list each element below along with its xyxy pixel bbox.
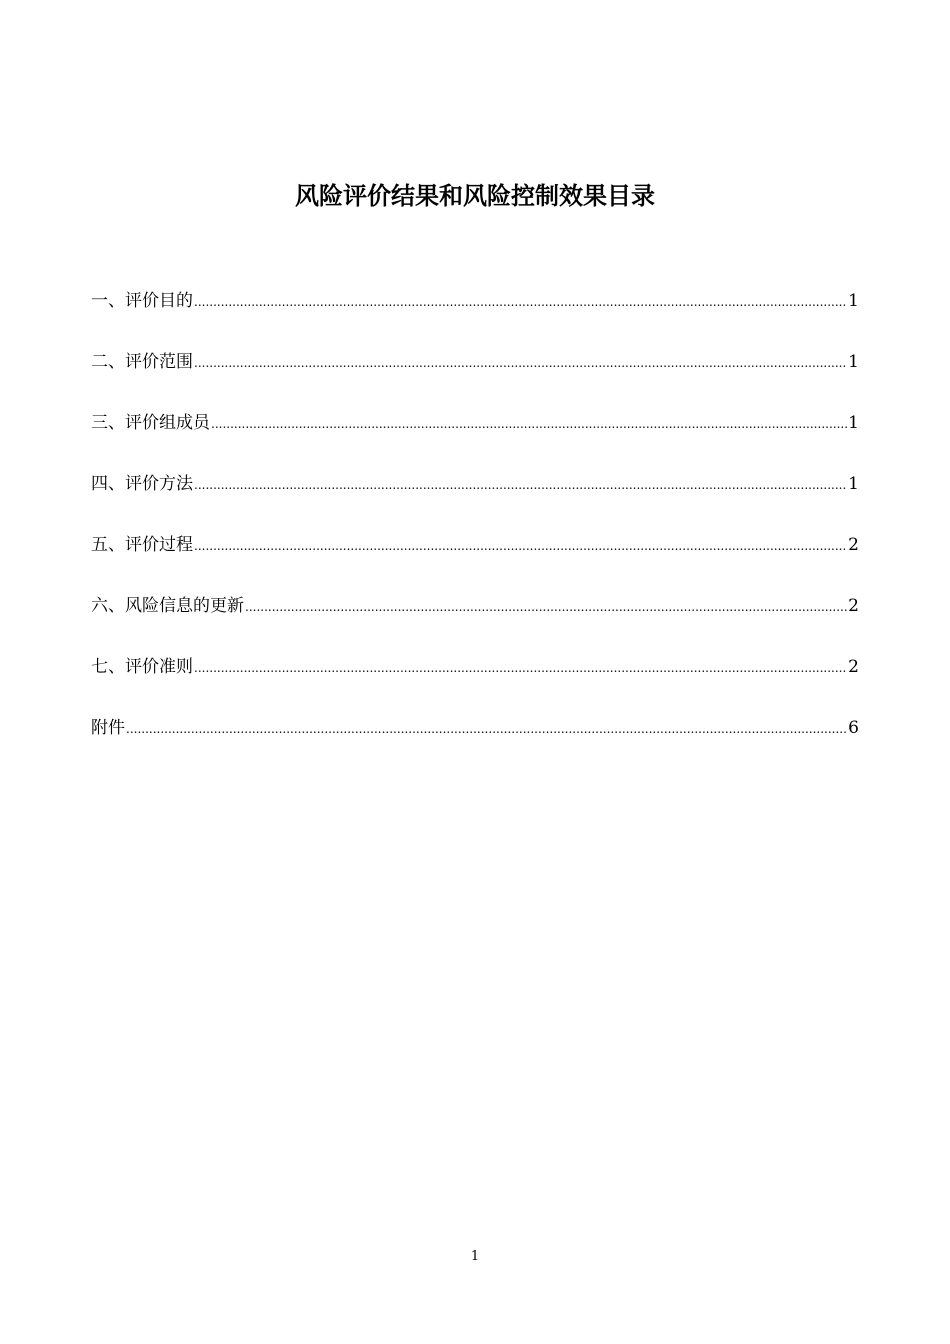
toc-entry-page: 6 — [848, 718, 859, 738]
toc-entry[interactable] — [91, 716, 859, 777]
toc-entry-page: 2 — [848, 535, 859, 555]
toc-dot-leader — [194, 534, 847, 558]
toc-entry[interactable] — [91, 350, 859, 411]
toc-entry-label: 五、评价过程 — [91, 535, 193, 555]
toc-entry-label: 二、评价范围 — [91, 352, 193, 372]
toc-dot-leader — [126, 717, 847, 741]
toc-entry-label: 三、评价组成员 — [91, 413, 210, 433]
toc-dot-leader — [245, 595, 847, 619]
table-of-contents — [91, 289, 859, 777]
document-title: 风险评价结果和风险控制效果目录 — [295, 182, 655, 210]
toc-entry[interactable] — [91, 533, 859, 594]
toc-entry-page: 1 — [848, 413, 859, 433]
toc-dot-leader — [211, 412, 847, 436]
page-number: 1 — [470, 1249, 480, 1264]
toc-entry-label: 四、评价方法 — [91, 474, 193, 494]
toc-dot-leader — [194, 656, 847, 680]
toc-dot-leader — [194, 351, 847, 375]
toc-dot-leader — [194, 290, 847, 314]
toc-entry-label: 一、评价目的 — [91, 291, 193, 311]
toc-entry-label: 七、评价准则 — [91, 657, 193, 677]
toc-entry-page: 1 — [848, 474, 859, 494]
toc-entry[interactable] — [91, 411, 859, 472]
toc-entry-label: 附件 — [91, 718, 125, 738]
toc-dot-leader — [194, 473, 847, 497]
toc-entry-page: 2 — [848, 657, 859, 677]
toc-entry-page: 1 — [848, 291, 859, 311]
toc-entry-page: 2 — [848, 596, 859, 616]
toc-entry[interactable] — [91, 655, 859, 716]
toc-entry[interactable] — [91, 289, 859, 350]
toc-entry[interactable] — [91, 472, 859, 533]
toc-entry-page: 1 — [848, 352, 859, 372]
toc-entry[interactable] — [91, 594, 859, 655]
toc-entry-label: 六、风险信息的更新 — [91, 596, 244, 616]
